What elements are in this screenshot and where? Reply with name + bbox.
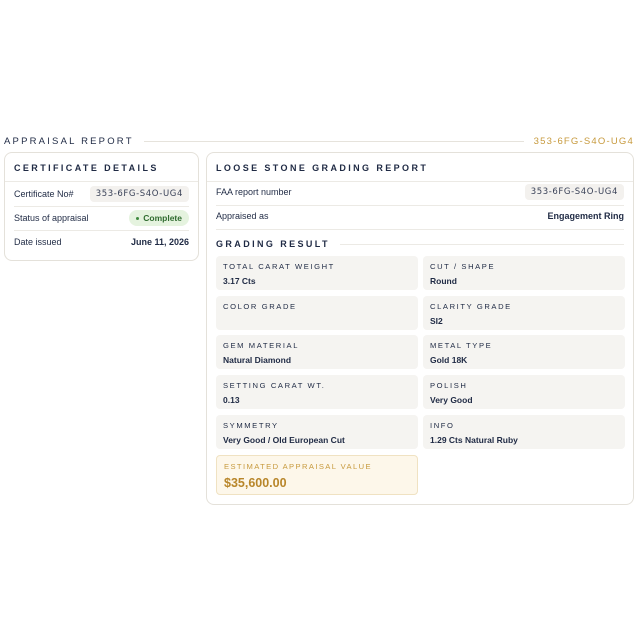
certificate-details-title: CERTIFICATE DETAILS: [14, 163, 159, 173]
grading-result-header: [216, 239, 624, 249]
total-carat-weight-cell: [216, 256, 418, 290]
header-divider: [144, 141, 524, 142]
status-badge-text: Complete: [143, 213, 182, 223]
info-value: 1.29 Cts Natural Ruby: [430, 435, 518, 445]
certificate-number-label: Certificate No#: [14, 189, 74, 199]
total-carat-weight-label: TOTAL CARAT WEIGHT: [223, 262, 335, 271]
color-grade-label: COLOR GRADE: [223, 302, 297, 311]
faa-report-row: [216, 180, 624, 204]
report-header: [4, 134, 634, 148]
color-grade-cell: [216, 296, 418, 330]
certificate-number-row: [14, 182, 189, 206]
appraised-as-value: Engagement Ring: [547, 211, 624, 221]
cut-shape-cell: [423, 256, 625, 290]
status-row: [14, 206, 189, 230]
loose-stone-report-card: [206, 152, 634, 505]
setting-carat-weight-value: 0.13: [223, 395, 240, 405]
metal-type-value: Gold 18K: [430, 355, 468, 365]
grading-divider: [340, 244, 624, 245]
polish-label: POLISH: [430, 381, 468, 390]
clarity-grade-label: CLARITY GRADE: [430, 302, 512, 311]
clarity-grade-cell: [423, 296, 625, 330]
symmetry-value: Very Good / Old European Cut: [223, 435, 345, 445]
estimated-value-label: ESTIMATED APPRAISAL VALUE: [224, 462, 372, 471]
metal-type-label: METAL TYPE: [430, 341, 493, 350]
loose-stone-report-title: LOOSE STONE GRADING REPORT: [216, 163, 429, 173]
faa-report-value: 353-6FG-S4O-UG4: [525, 184, 624, 200]
symmetry-label: SYMMETRY: [223, 421, 279, 430]
certificate-details-card: [4, 152, 199, 261]
faa-report-label: FAA report number: [216, 187, 292, 197]
date-issued-value: June 11, 2026: [130, 237, 189, 247]
gem-material-value: Natural Diamond: [223, 355, 292, 365]
info-cell: [423, 415, 625, 449]
status-label: Status of appraisal: [14, 213, 89, 223]
estimated-value-amount: $35,600.00: [224, 476, 287, 490]
polish-value: Very Good: [430, 395, 473, 405]
date-issued-row: [14, 230, 189, 254]
setting-carat-weight-label: SETTING CARAT WT.: [223, 381, 326, 390]
status-badge: [129, 210, 189, 226]
report-title: APPRAISAL REPORT: [4, 135, 134, 147]
row-divider: [216, 229, 624, 230]
report-id: 353-6FG-S4O-UG4: [533, 135, 634, 147]
gem-material-label: GEM MATERIAL: [223, 341, 300, 350]
status-dot-icon: [136, 217, 139, 220]
clarity-grade-value: SI2: [430, 316, 443, 326]
grading-result-title: GRADING RESULT: [216, 239, 330, 249]
symmetry-cell: [216, 415, 418, 449]
appraised-as-label: Appraised as: [216, 211, 269, 221]
estimated-value-cell: [216, 455, 418, 495]
metal-type-cell: [423, 335, 625, 369]
polish-cell: [423, 375, 625, 409]
appraised-as-row: [216, 204, 624, 228]
gem-material-cell: [216, 335, 418, 369]
cut-shape-label: CUT / SHAPE: [430, 262, 496, 271]
certificate-number-value: 353-6FG-S4O-UG4: [90, 186, 189, 202]
info-label: INFO: [430, 421, 455, 430]
setting-carat-weight-cell: [216, 375, 418, 409]
date-issued-label: Date issued: [14, 237, 62, 247]
total-carat-weight-value: 3.17 Cts: [223, 276, 256, 286]
cut-shape-value: Round: [430, 276, 457, 286]
